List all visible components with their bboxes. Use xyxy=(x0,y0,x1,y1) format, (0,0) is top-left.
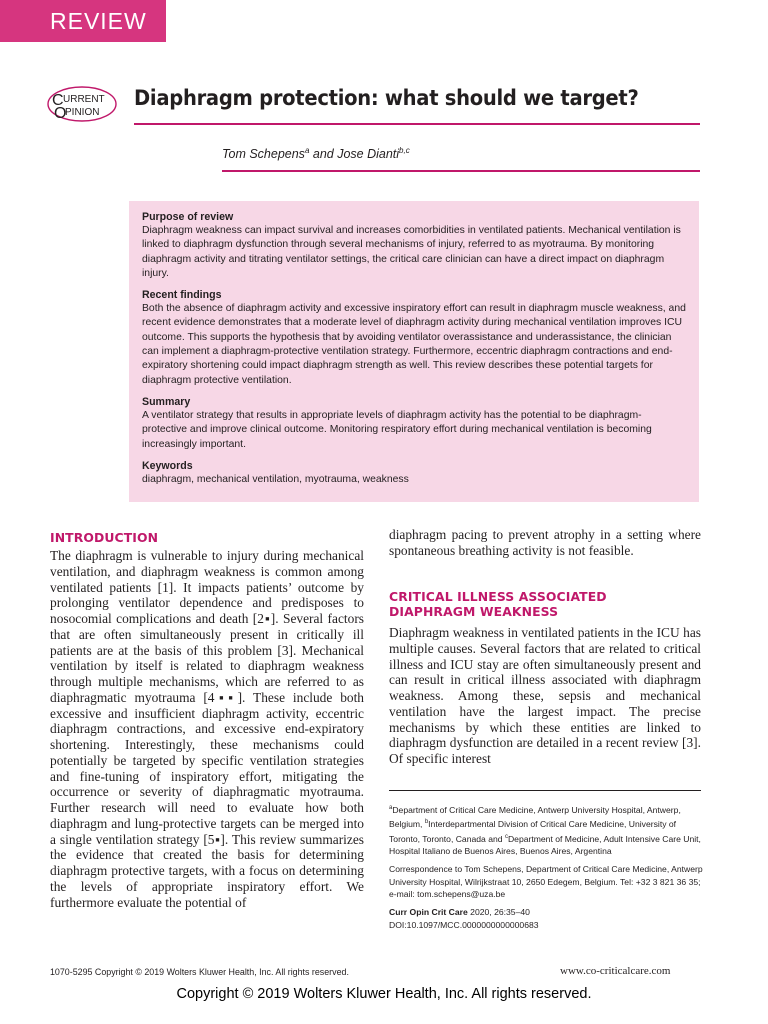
doi-line: DOI:10.1097/MCC.0000000000000683 xyxy=(389,919,539,930)
affiliation-a: Department of Critical Care Medicine, Antwerp University Hospital, Antwerp, Belgium, xyxy=(389,804,681,830)
svg-text:O: O xyxy=(54,105,67,122)
current-opinion-logo xyxy=(46,84,118,124)
review-section-tab: REVIEW xyxy=(0,0,166,42)
keywords-heading: Keywords xyxy=(142,459,193,472)
citation-volume: 2020, 26:35–40 xyxy=(467,907,530,918)
author-name: Tom Schepens xyxy=(222,147,305,162)
purpose-text: Diaphragm weakness can impact survival and increases comorbidities in ventilated patients. Mechanical ventilation is linked to diaphragm dysfunction through several mechanisms of injury, referred to as myotrauma. By monitoring diaphragm activity and titrating ventilator settings, the critical care clinician can have a direct impact on diaphragm injury. xyxy=(142,225,681,279)
journal-name: Curr Opin Crit Care xyxy=(389,907,468,918)
citation-line xyxy=(389,906,703,918)
critical-illness-heading: CRITICAL ILLNESS ASSOCIATED DIAPHRAGM WEAKNESS xyxy=(389,589,607,619)
affiliation-mark: c xyxy=(504,833,508,840)
affiliation-b: Interdepartmental Division of Critical Care Medicine, University of Toronto, Toronto, Canada and xyxy=(389,819,677,844)
svg-text:URRENT: URRENT xyxy=(63,94,105,105)
introduction-text: The diaphragm is vulnerable to injury during mechanical ventilation, and diaphragm weakness is common among ventilated patients [1]. It impacts patients’ outcome by prolonging ventilator dependence and predisposes to nosocomial complications and death [2▪]. Several factors that are often simultaneously present in critically ill patients are at the basis of this problem [3]. Mechanical ventilation by itself is related to diaphragm weakness through multiple mechanisms, which are referred to as diaphragmatic myotrauma [4▪▪]. These include both excessive and insufficient diaphragm activity, eccentric diaphragm contractions, and excessive end-expiratory shortening. Interestingly, these mechanisms could potentially be targeted by specific ventilation strategies and fine-tuning of inspiratory effort, mitigating the occurrence or severity of diaphragmatic myotrauma. Further research will need to evaluate how both diaphragm and lung-protective targets can be merged into a single ventilation strategy [5▪]. This review summarizes the evidence that created the basis for determining diaphragm protective targets, with a focus on determining the levels of appropriate inspiratory effort. We furthermore evaluate the potential of xyxy=(50,548,364,910)
affiliation-mark: b,c xyxy=(399,146,410,155)
summary-text: A ventilator strategy that results in appropriate levels of diaphragm activity has the potential to be diaphragm-protective and improve clinical outcome. Monitoring respiratory effort during mechanical ventilation is becoming increasingly important. xyxy=(142,409,652,450)
copyright-banner: Copyright © 2019 Wolters Kluwer Health, Inc. All rights reserved. xyxy=(176,986,592,1002)
critical-illness-column xyxy=(389,625,701,767)
author-name: Jose Dianti xyxy=(337,147,400,162)
critical-illness-text: Diaphragm weakness in ventilated patients in the ICU has multiple causes. Several factors that are related to critical illness and ICU stay are often simultaneously present and can result in critical illness associated with diaphragm weakness. Among these, sepsis and mechanical ventilation have the largest impact. The precise mechanisms by which these entities are linked to diaphragm dysfunction are detailed in a recent review [3]. Of specific interest xyxy=(389,625,701,766)
author-line xyxy=(222,146,410,161)
authors-divider xyxy=(222,170,700,172)
svg-text:C: C xyxy=(52,92,64,109)
affiliation-mark: a xyxy=(304,146,310,155)
purpose-heading: Purpose of review xyxy=(142,211,234,223)
summary-heading: Summary xyxy=(142,395,191,408)
journal-website-link[interactable]: www.co-criticalcare.com xyxy=(560,965,671,977)
svg-text:PINION: PINION xyxy=(65,107,100,118)
author-conjunction: and xyxy=(309,147,338,162)
keywords-text: diaphragm, mechanical ventilation, myotrauma, weakness xyxy=(142,473,409,485)
footer-issn-copyright: 1070-5295 Copyright © 2019 Wolters Kluwer Health, Inc. All rights reserved. xyxy=(50,967,349,977)
introduction-column xyxy=(50,548,364,910)
affiliation-mark: b xyxy=(424,819,429,826)
findings-text: Both the absence of diaphragm activity and excessive inspiratory effort can result in diaphragm muscle weakness, and recent evidence demonstrates that a moderate level of diaphragm activity during mechanical ventilation improves ICU outcome. This supports the hypothesis that by avoiding ventilator overassistance and underassistance, the clinician can implement a diaphragm-protective ventilation strategy. Furthermore, eccentric diaphragm contractions and end-expiratory shortening could impact diaphragm strength as well. This review describes these potential targets for diaphragm protective ventilation. xyxy=(142,303,686,386)
affiliation-mark: a xyxy=(389,805,393,811)
correspondence-text: Correspondence to Tom Schepens, Department of Critical Care Medicine, Antwerp University Hospital, Wilrijkstraat 10, 2650 Edegem, Belgium. Tel: +32 3 821 36 35; e-mail: tom.schepens@uza.be xyxy=(389,864,703,900)
title-divider xyxy=(134,123,700,125)
continuation-text: diaphragm pacing to prevent atrophy in a setting where spontaneous breathing activity is not feasible. xyxy=(389,527,701,558)
affiliations-text xyxy=(389,802,703,857)
affiliation-c: Department of Medicine, Adult Intensive Care Unit, Hospital Italiano de Buenos Aires, Buenos Aires, Argentina xyxy=(389,833,701,856)
article-title: Diaphragm protection: what should we target? xyxy=(134,86,639,110)
findings-heading: Recent findings xyxy=(142,289,222,302)
abstract-box xyxy=(129,201,699,502)
affiliations-divider xyxy=(389,790,701,791)
right-column-continuation xyxy=(389,527,701,559)
affiliations-block xyxy=(389,802,703,931)
introduction-heading: INTRODUCTION xyxy=(50,530,159,545)
